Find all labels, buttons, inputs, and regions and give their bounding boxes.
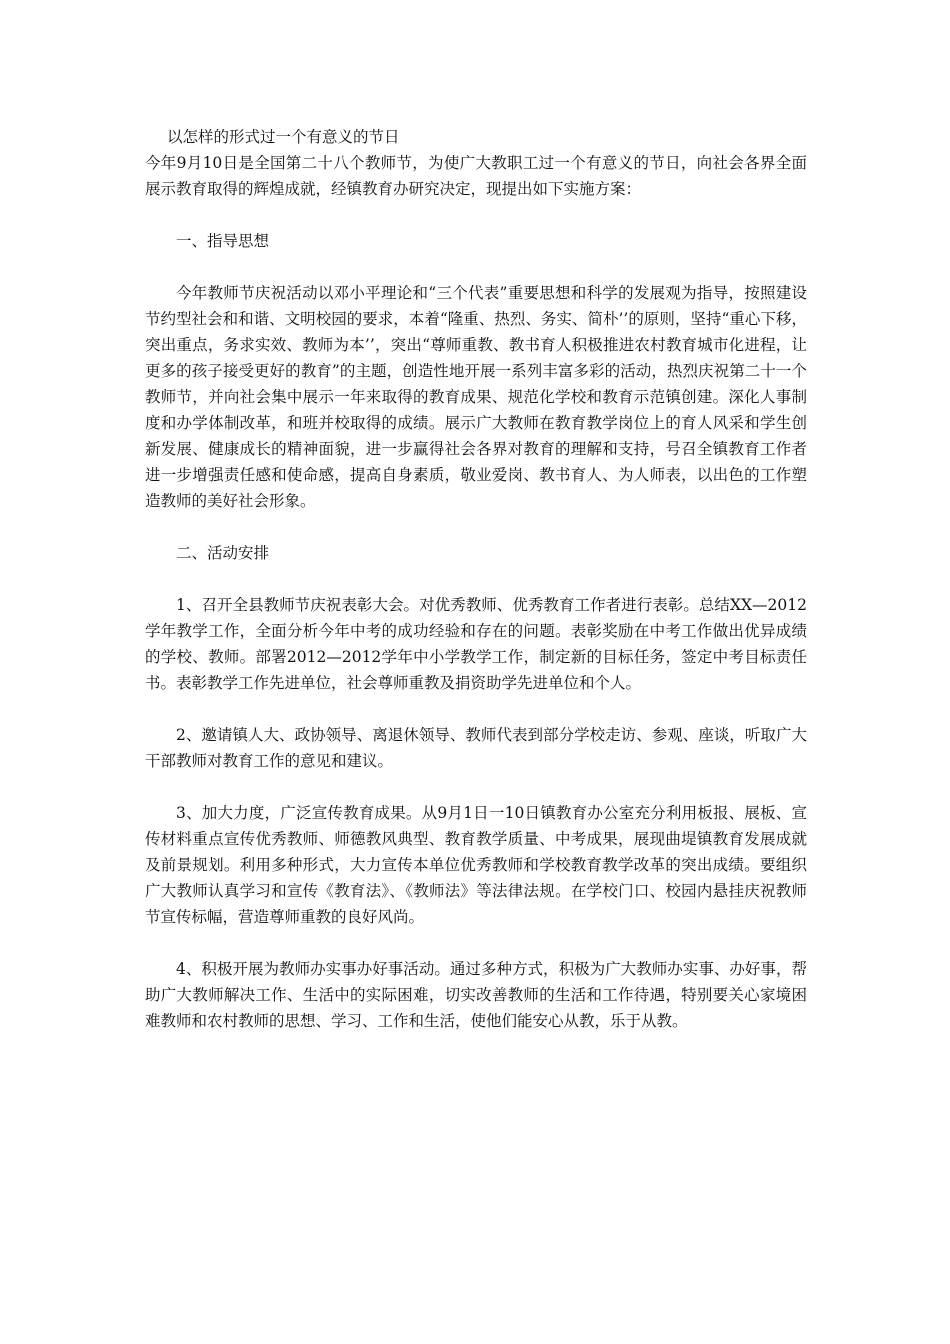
spacer xyxy=(145,696,807,722)
activity-item-2: 2、邀请镇人大、政协领导、离退休领导、教师代表到部分学校走访、参观、座谈，听取广大干部教师对教育工作的意见和建议。 xyxy=(145,726,807,770)
intro-paragraph: 今年9月10日是全国第二十八个教师节，为使广大教职工过一个有意义的节日，向社会各界全面展示教育取得的辉煌成就，经镇教育办研究决定，现提出如下实施方案： xyxy=(145,154,807,198)
spacer xyxy=(145,202,807,228)
section1-body: 今年教师节庆祝活动以邓小平理论和“三个代表”重要思想和科学的发展观为指导，按照建设节约型社会和和谐、文明校园的要求，本着“隆重、热烈、务实、简朴’’的原则，坚持“重心下移，突出重点，务求实效、教师为本’’，突出“尊师重教、教书育人积极推进农村教育城市化进程，让更多的孩子接受更好的教育”的主题，创造性地开展一系列丰富多彩的活动，热烈庆祝第二十一个教师节，并向社会集中展示一年来取得的教育成果、规范化学校和教育示范镇创建。深化人事制度和办学体制改革，和班并校取得的成绩。展示广大教师在教育教学岗位上的育人风采和学生创新发展、健康成长的精神面貌，进一步赢得社会各界对教育的理解和支持，号召全镇教育工作者进一步增强责任感和使命感，提高自身素质，敬业爱岗、教书育人、为人师表，以出色的工作塑造教师的美好社会形象。 xyxy=(145,284,807,510)
spacer xyxy=(145,566,807,592)
activity-item-1: 1、召开全县教师节庆祝表彰大会。对优秀教师、优秀教育工作者进行表彰。总结XX—2012学年教学工作，全面分析今年中考的成功经验和存在的问题。表彰奖励在中考工作做出优异成绩的学校、教师。部署2012—2012学年中小学教学工作，制定新的目标任务，签定中考目标责任书。表彰教学工作先进单位，社会尊师重教及捐资助学先进单位和个人。 xyxy=(145,596,807,692)
spacer xyxy=(145,930,807,956)
document-title: 以怎样的形式过一个有意义的节日 xyxy=(167,128,400,146)
activity-item-3: 3、加大力度，广泛宣传教育成果。从9月1日一10日镇教育办公室充分利用板报、展板、宣传材料重点宣传优秀教师、师德教风典型、教育教学质量、中考成果，展现曲堤镇教育发展成就及前景规划。利用多种形式，大力宣传本单位优秀教师和学校教育教学改革的突出成绩。要组织广大教师认真学习和宣传《教育法》、《教师法》等法律法规。在学校门口、校园内悬挂庆祝教师节宣传标幅，营造尊师重教的良好风尚。 xyxy=(145,804,807,926)
spacer xyxy=(145,774,807,800)
section2-heading: 二、活动安排 xyxy=(176,544,270,562)
spacer xyxy=(145,514,807,540)
section1-heading: 一、指导思想 xyxy=(176,232,270,250)
spacer xyxy=(145,254,807,280)
activity-item-4: 4、积极开展为教师办实事办好事活动。通过多种方式，积极为广大教师办实事、办好事，帮助广大教师解决工作、生活中的实际困难，切实改善教师的生活和工作待遇，特别要关心家境困难教师和农村教师的思想、学习、工作和生活，使他们能安心从教，乐于从教。 xyxy=(145,960,807,1030)
document-page xyxy=(145,124,807,1034)
